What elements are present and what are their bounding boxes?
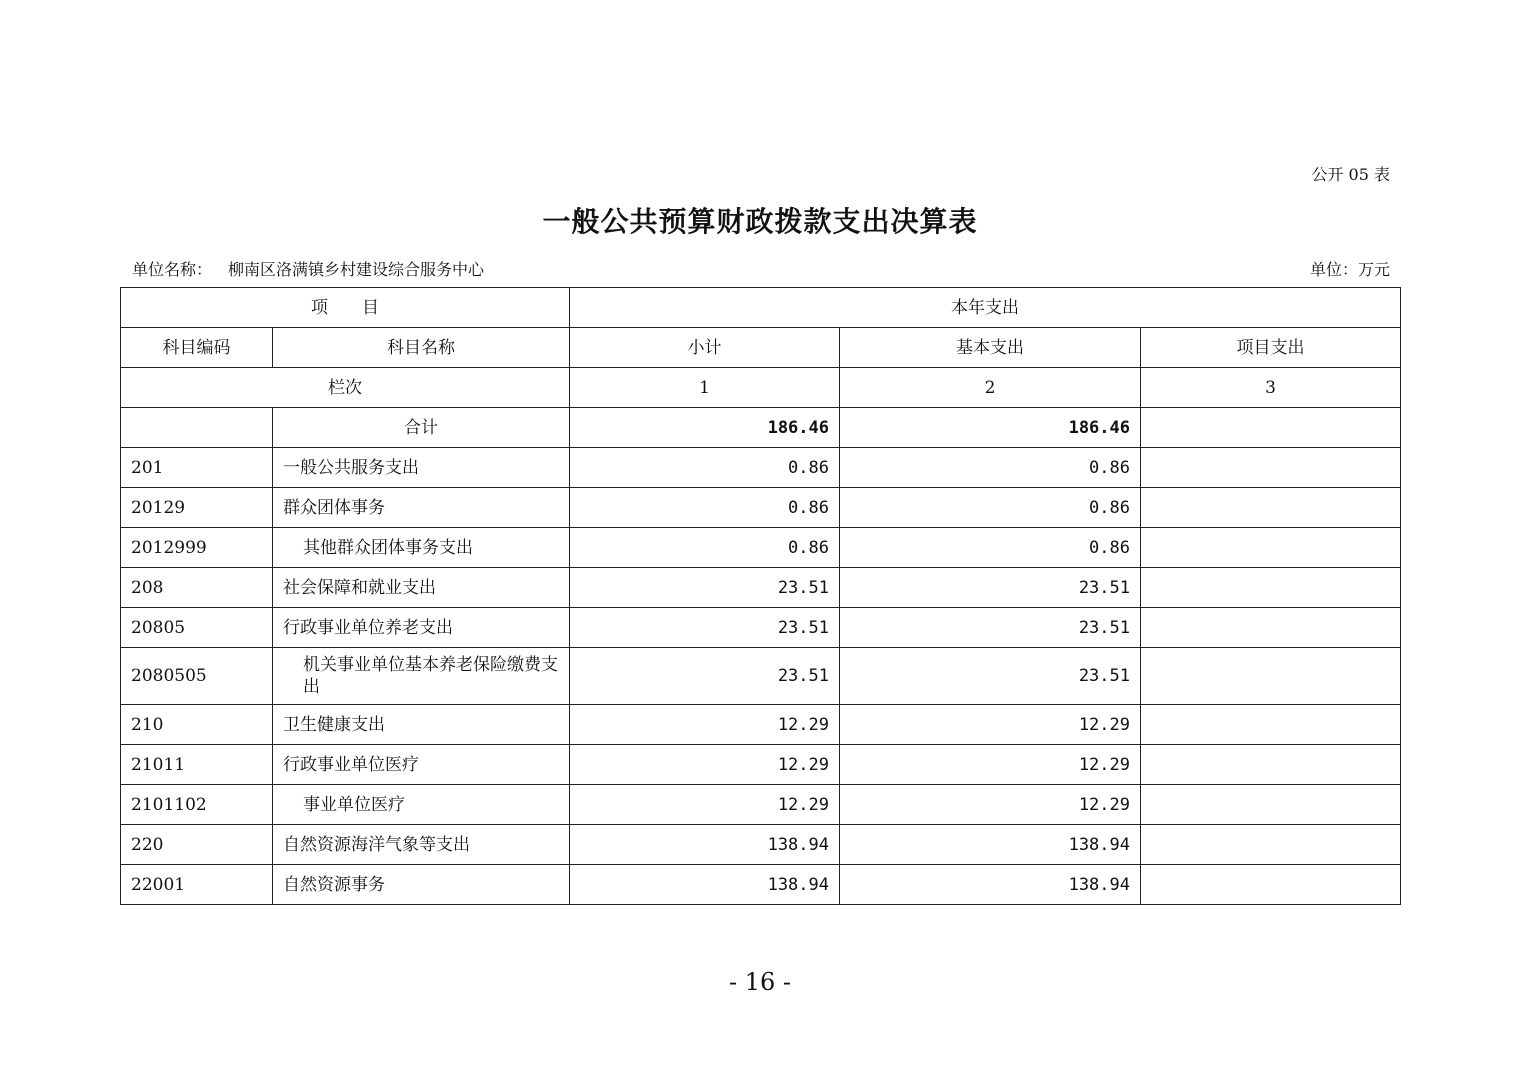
row-project xyxy=(1141,865,1401,905)
row-basic: 138.94 xyxy=(840,865,1141,905)
row-basic: 12.29 xyxy=(840,745,1141,785)
row-name: 群众团体事务 xyxy=(273,488,570,528)
row-basic: 0.86 xyxy=(840,488,1141,528)
row-name: 机关事业单位基本养老保险缴费支出 xyxy=(273,648,570,705)
row-subtotal: 12.29 xyxy=(570,705,840,745)
row-basic: 0.86 xyxy=(840,528,1141,568)
total-code xyxy=(121,408,273,448)
total-label: 合计 xyxy=(273,408,570,448)
row-code: 22001 xyxy=(121,865,273,905)
row-code: 21011 xyxy=(121,745,273,785)
row-code: 2012999 xyxy=(121,528,273,568)
total-row xyxy=(121,408,1401,448)
header-subtotal: 小计 xyxy=(570,328,840,368)
header-item: 项 目 xyxy=(121,288,570,328)
header-row-1 xyxy=(121,288,1401,328)
table-row xyxy=(121,825,1401,865)
row-basic: 23.51 xyxy=(840,608,1141,648)
unit-name-label: 单位名称： xyxy=(132,260,213,279)
table-row xyxy=(121,705,1401,745)
page-number: - 16 - xyxy=(728,968,791,996)
header-project: 项目支出 xyxy=(1141,328,1401,368)
row-subtotal: 12.29 xyxy=(570,745,840,785)
row-project xyxy=(1141,648,1401,705)
table-row xyxy=(121,648,1401,705)
table-row xyxy=(121,608,1401,648)
table-row xyxy=(121,745,1401,785)
header-col-2: 2 xyxy=(840,368,1141,408)
header-current-year: 本年支出 xyxy=(570,288,1401,328)
row-subtotal: 138.94 xyxy=(570,865,840,905)
header-code: 科目编码 xyxy=(121,328,273,368)
unit-name: 柳南区洛满镇乡村建设综合服务中心 xyxy=(228,260,485,279)
header-col-1: 1 xyxy=(570,368,840,408)
header-row-2 xyxy=(121,328,1401,368)
table-row xyxy=(121,865,1401,905)
row-code: 20805 xyxy=(121,608,273,648)
row-name: 自然资源海洋气象等支出 xyxy=(273,825,570,865)
row-name: 卫生健康支出 xyxy=(273,705,570,745)
row-basic: 23.51 xyxy=(840,648,1141,705)
table-row xyxy=(121,528,1401,568)
row-name: 自然资源事务 xyxy=(273,865,570,905)
row-code: 220 xyxy=(121,825,273,865)
row-subtotal: 138.94 xyxy=(570,825,840,865)
row-project xyxy=(1141,705,1401,745)
row-project xyxy=(1141,488,1401,528)
row-subtotal: 0.86 xyxy=(570,488,840,528)
row-code: 2080505 xyxy=(121,648,273,705)
row-name: 行政事业单位养老支出 xyxy=(273,608,570,648)
row-subtotal: 12.29 xyxy=(570,785,840,825)
row-name: 其他群众团体事务支出 xyxy=(273,528,570,568)
row-project xyxy=(1141,745,1401,785)
table-row xyxy=(121,568,1401,608)
total-basic: 186.46 xyxy=(840,408,1141,448)
header-row-3 xyxy=(121,368,1401,408)
row-basic: 0.86 xyxy=(840,448,1141,488)
row-project xyxy=(1141,608,1401,648)
row-code: 2101102 xyxy=(121,785,273,825)
row-basic: 12.29 xyxy=(840,705,1141,745)
row-project xyxy=(1141,825,1401,865)
header-basic: 基本支出 xyxy=(840,328,1141,368)
header-name: 科目名称 xyxy=(273,328,570,368)
row-name: 事业单位医疗 xyxy=(273,785,570,825)
row-project xyxy=(1141,528,1401,568)
header-column-order: 栏次 xyxy=(121,368,570,408)
row-basic: 23.51 xyxy=(840,568,1141,608)
unit-name-line xyxy=(132,257,484,280)
row-subtotal: 23.51 xyxy=(570,568,840,608)
row-basic: 138.94 xyxy=(840,825,1141,865)
row-subtotal: 23.51 xyxy=(570,648,840,705)
form-number: 公开 05 表 xyxy=(1311,165,1390,184)
row-subtotal: 0.86 xyxy=(570,448,840,488)
total-subtotal: 186.46 xyxy=(570,408,840,448)
row-code: 201 xyxy=(121,448,273,488)
row-basic: 12.29 xyxy=(840,785,1141,825)
row-project xyxy=(1141,448,1401,488)
row-subtotal: 0.86 xyxy=(570,528,840,568)
row-project xyxy=(1141,568,1401,608)
page-title: 一般公共预算财政拨款支出决算表 xyxy=(542,205,978,238)
row-subtotal: 23.51 xyxy=(570,608,840,648)
row-project xyxy=(1141,785,1401,825)
budget-table xyxy=(120,287,1401,905)
header-col-3: 3 xyxy=(1141,368,1401,408)
row-code: 210 xyxy=(121,705,273,745)
row-code: 20129 xyxy=(121,488,273,528)
table-row xyxy=(121,785,1401,825)
row-name: 行政事业单位医疗 xyxy=(273,745,570,785)
row-name: 社会保障和就业支出 xyxy=(273,568,570,608)
row-name: 一般公共服务支出 xyxy=(273,448,570,488)
table-row xyxy=(121,448,1401,488)
table-row xyxy=(121,488,1401,528)
currency-unit: 单位：万元 xyxy=(1309,260,1390,279)
total-project xyxy=(1141,408,1401,448)
row-code: 208 xyxy=(121,568,273,608)
